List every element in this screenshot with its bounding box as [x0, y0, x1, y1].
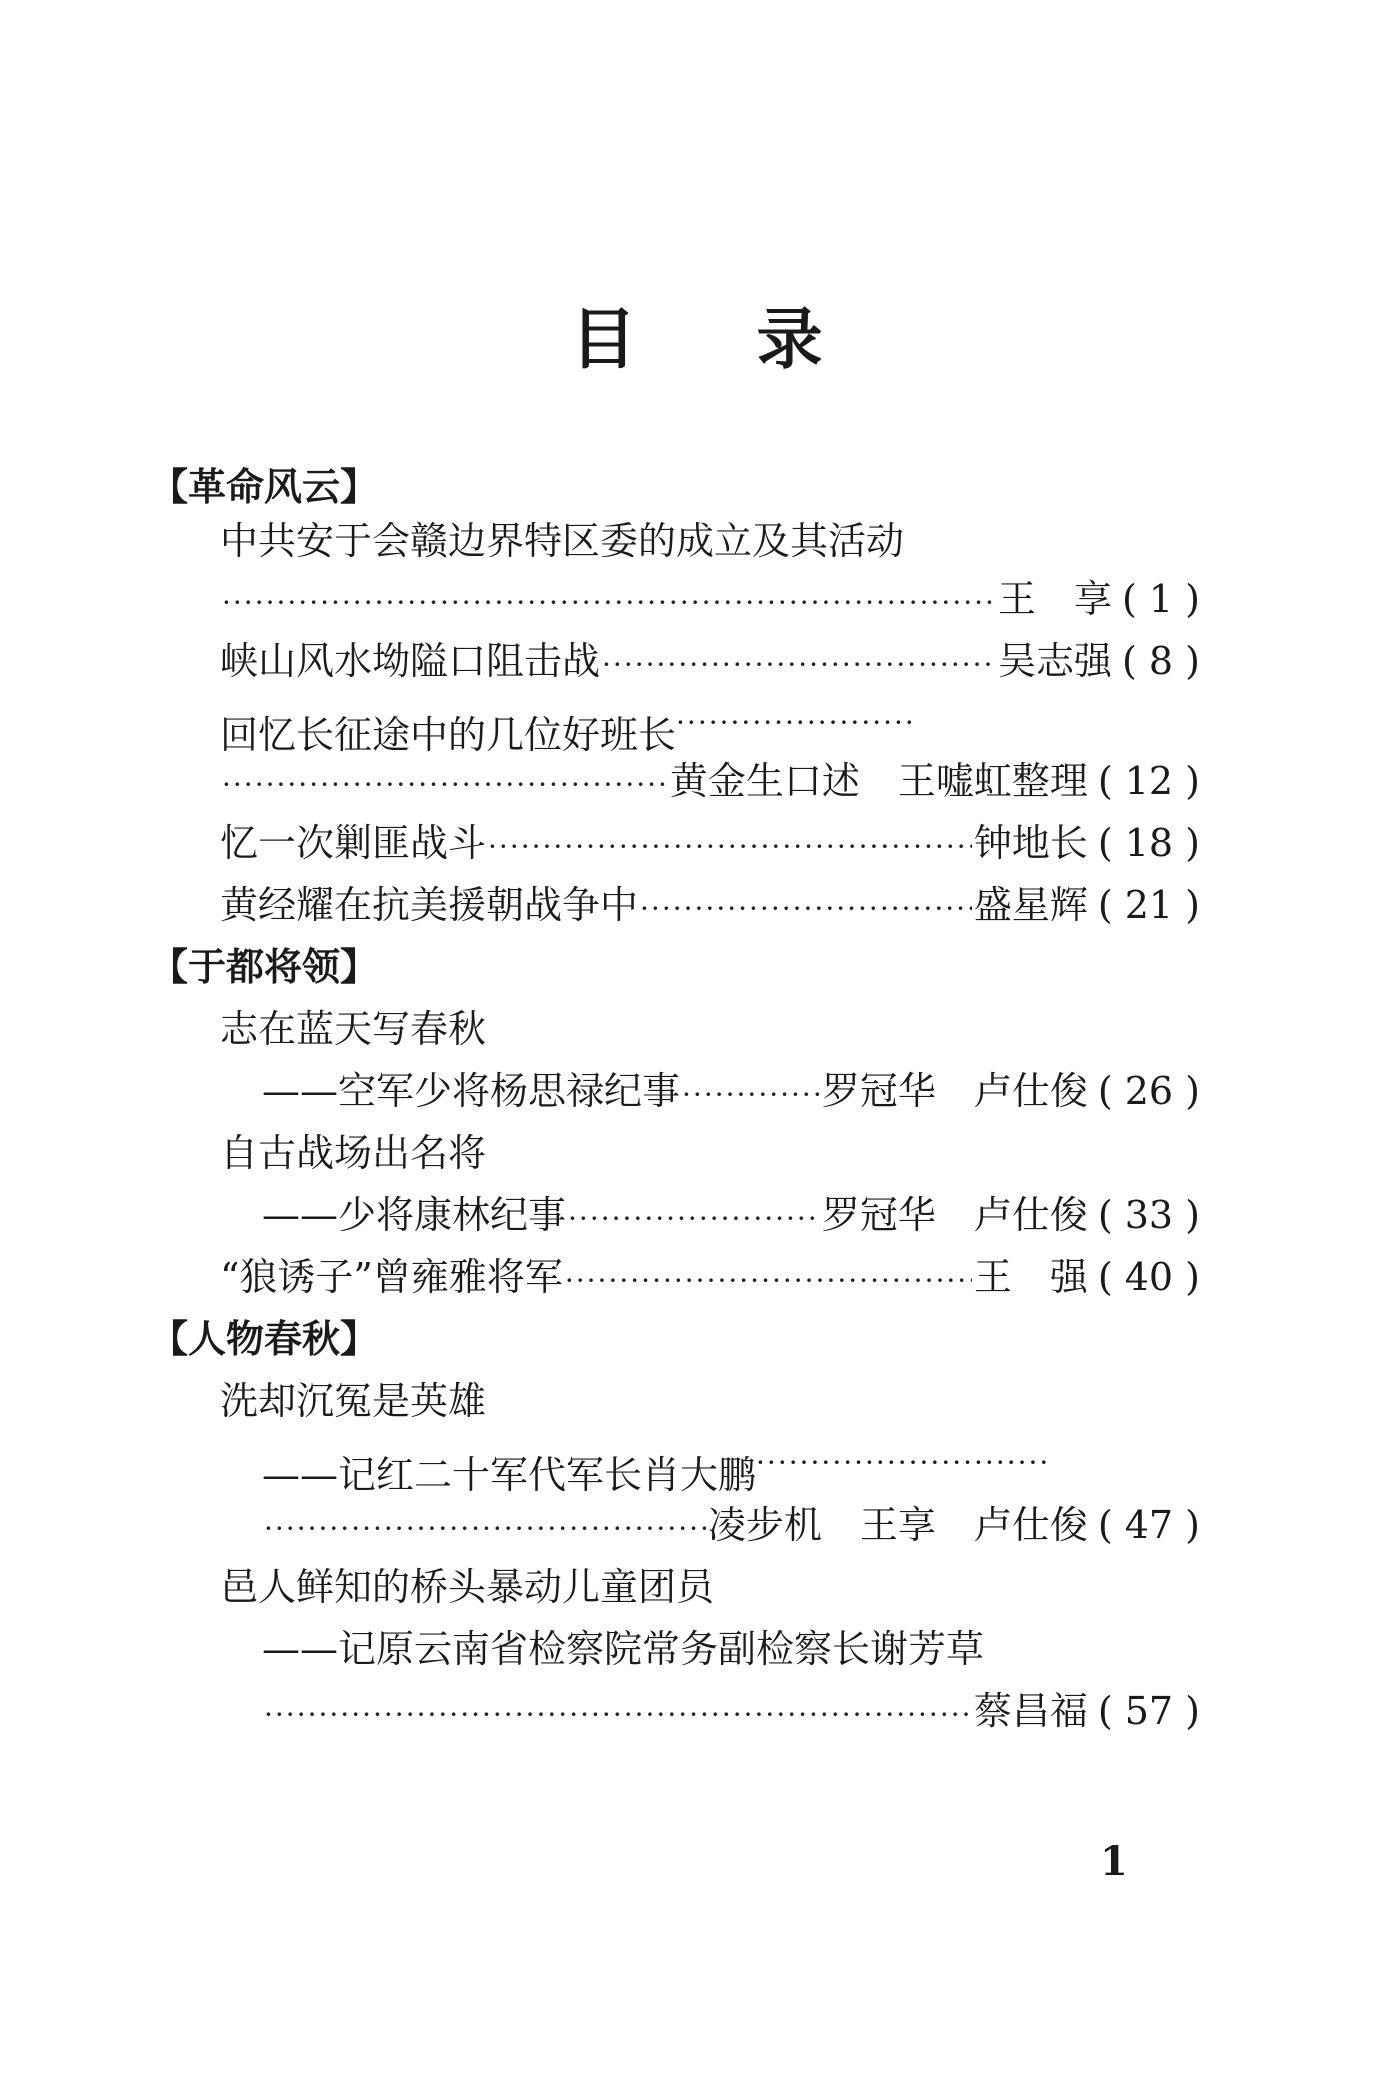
entry-title: 洗却沉冤是英雄 [220, 1379, 487, 1423]
entry-author: 蔡昌福 [973, 1689, 1088, 1733]
entry-page: ( 57 ) [1097, 1689, 1200, 1733]
entry-subtitle: ——记红二十军代军长肖大鹏 [262, 1453, 757, 1497]
entry-author: 罗冠华 卢仕俊 [821, 1193, 1088, 1237]
entry-title: 峡山风水坳隘口阻击战 [220, 639, 601, 683]
toc-entry [262, 1190, 1200, 1244]
entry-title: “狼诱子”曾雍雅将军 [220, 1255, 563, 1299]
entry-author: 钟地长 [973, 821, 1088, 865]
entry-author: 吴志强 [997, 639, 1112, 683]
entry-page: ( 47 ) [1097, 1503, 1200, 1547]
leader-dots [602, 640, 996, 690]
entry-title: 忆一次剿匪战斗 [220, 821, 487, 865]
entry-subtitle: ——记原云南省检察院常务副检察长谢芳草 [262, 1627, 985, 1671]
section-heading: 【革命风云】 [150, 465, 379, 509]
page-number: 1 [1100, 1838, 1128, 1885]
leader-dots [565, 1256, 972, 1306]
entry-page: ( 40 ) [1097, 1255, 1200, 1299]
leader-dots [676, 698, 916, 748]
leader-dots [264, 1690, 972, 1740]
leader-dots [756, 1438, 1046, 1488]
toc-entry [220, 636, 1200, 690]
entry-title-line [220, 698, 916, 760]
entry-title: 志在蓝天写春秋 [220, 1007, 487, 1051]
entry-author: 罗冠华 卢仕俊 [821, 1069, 1088, 1113]
toc-entry [262, 1066, 1200, 1120]
entry-page: ( 8 ) [1122, 639, 1200, 683]
entry-title: 邑人鲜知的桥头暴动儿童团员 [220, 1565, 715, 1609]
entry-subtitle: ——空军少将杨思禄纪事 [262, 1069, 681, 1113]
leader-dots [264, 1504, 706, 1554]
entry-title: 黄经耀在抗美援朝战争中 [220, 883, 639, 927]
entry-author: 盛星辉 [973, 883, 1088, 927]
toc-entry [220, 1252, 1200, 1306]
leader-dots [640, 884, 972, 934]
entry-subtitle: ——少将康林纪事 [262, 1193, 567, 1237]
leader-dots [568, 1194, 820, 1244]
entry-title: 自古战场出名将 [220, 1131, 487, 1175]
page-title: 目录 [570, 301, 943, 378]
toc-entry [220, 880, 1200, 934]
entry-page: ( 33 ) [1097, 1193, 1200, 1237]
toc-entry [220, 756, 1200, 810]
leader-dots [222, 578, 996, 628]
entry-author: 王 强 [973, 1255, 1088, 1299]
entry-page: ( 21 ) [1097, 883, 1200, 927]
leader-dots [222, 760, 668, 810]
entry-author: 黄金生口述 王嘘虹整理 [669, 759, 1088, 803]
entry-title: 中共安于会赣边界特区委的成立及其活动 [220, 519, 905, 563]
entry-author: 王 享 [997, 577, 1112, 621]
toc-entry [220, 818, 1200, 872]
entry-subtitle-line [262, 1438, 1046, 1500]
entry-page: ( 1 ) [1122, 577, 1200, 621]
entry-page: ( 26 ) [1097, 1069, 1200, 1113]
entry-title: 回忆长征途中的几位好班长 [220, 713, 677, 757]
section-heading: 【人物春秋】 [150, 1317, 379, 1361]
toc-entry [220, 574, 1200, 628]
leader-dots [488, 822, 972, 872]
entry-page: ( 12 ) [1097, 759, 1200, 803]
entry-page: ( 18 ) [1097, 821, 1200, 865]
section-heading: 【于都将领】 [150, 945, 379, 989]
toc-entry [262, 1686, 1200, 1740]
toc-entry [262, 1500, 1200, 1554]
leader-dots [682, 1070, 820, 1120]
entry-author: 凌步机 王享 卢仕俊 [707, 1503, 1088, 1547]
